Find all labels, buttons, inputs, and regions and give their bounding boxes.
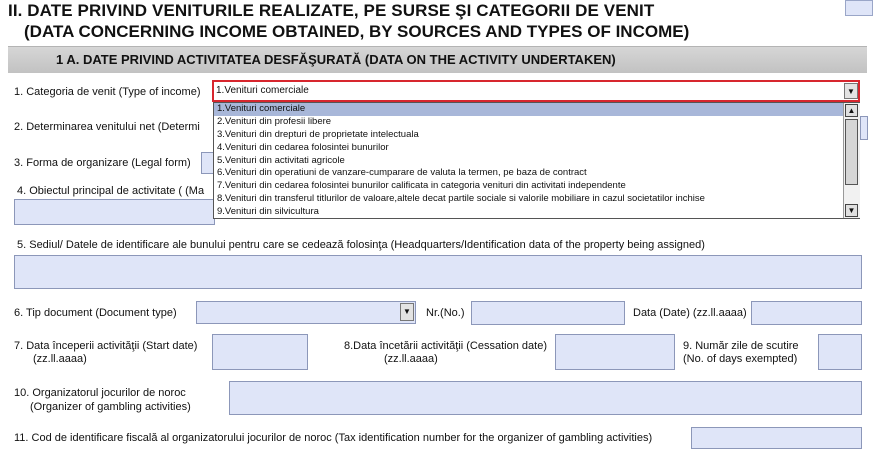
- document-number-field[interactable]: [471, 301, 625, 325]
- page-title: II. DATE PRIVIND VENITURILE REALIZATE, PE SURSE ŞI CATEGORII DE VENIT: [8, 1, 655, 20]
- net-income-field-edge[interactable]: [860, 116, 868, 140]
- income-type-option[interactable]: 1.Venituri comerciale: [214, 103, 859, 116]
- legal-form-label: 3. Forma de organizare (Legal form): [14, 157, 191, 169]
- document-type-select[interactable]: [196, 301, 416, 324]
- income-type-option[interactable]: 8.Venituri din transferul titlurilor de valoare,altele decat partile sociale si valorile mobiliare in cazul societatilor inchise: [217, 193, 705, 205]
- income-type-value: 1.Venituri comerciale: [216, 85, 309, 96]
- start-date-label: 7. Data începerii activităţii (Start date): [14, 340, 198, 352]
- scroll-down-icon[interactable]: ▼: [845, 204, 858, 217]
- gambling-organizer-sublabel: (Organizer of gambling activities): [30, 401, 191, 413]
- corner-field[interactable]: [845, 0, 873, 16]
- start-date-format: (zz.ll.aaaa): [33, 353, 87, 365]
- income-type-option[interactable]: 5.Venituri din activitati agricole: [217, 154, 345, 166]
- scroll-up-icon[interactable]: ▲: [845, 104, 858, 117]
- headquarters-field[interactable]: [14, 255, 862, 289]
- gambling-organizer-label: 10. Organizatorul jocurilor de noroc: [14, 387, 186, 399]
- gambling-organizer-tax-id-label: 11. Cod de identificare fiscală al organizatorului jocurilor de noroc (Tax identification number for the organizer of gambling activities): [14, 432, 653, 444]
- income-type-option[interactable]: 7.Venituri din cedarea folosintei bunurilor calificata in categoria venituri din activitati independente: [217, 180, 626, 192]
- income-type-select[interactable]: [212, 80, 860, 102]
- document-type-label: 6. Tip document (Document type): [14, 307, 177, 319]
- exempted-days-label: 9. Număr zile de scutire: [683, 340, 799, 352]
- page-subtitle: (DATA CONCERNING INCOME OBTAINED, BY SOURCES AND TYPES OF INCOME): [24, 22, 690, 41]
- income-type-option[interactable]: 4.Venituri din cedarea folosintei bunurilor: [217, 141, 389, 153]
- income-type-option[interactable]: 2.Venituri din profesii libere: [217, 115, 332, 127]
- cessation-date-format: (zz.ll.aaaa): [384, 353, 438, 365]
- income-type-option[interactable]: 9.Venituri din silvicultura: [217, 206, 319, 218]
- cessation-date-field[interactable]: [555, 334, 675, 370]
- section-title: 1 A. DATE PRIVIND ACTIVITATEA DESFĂŞURATĂ (DATA ON THE ACTIVITY UNDERTAKEN): [56, 52, 616, 67]
- exempted-days-sublabel: (No. of days exempted): [683, 353, 798, 365]
- main-activity-field[interactable]: [14, 199, 215, 225]
- income-type-label: 1. Categoria de venit (Type of income): [14, 86, 201, 98]
- main-activity-label: 4. Obiectul principal de activitate ( (Ma: [17, 185, 205, 197]
- headquarters-label: 5. Sediul/ Datele de identificare ale bunului pentru care se cedează folosinţa (Headquarters/Identification data of the property being assigned): [17, 239, 705, 251]
- gambling-organizer-field[interactable]: [229, 381, 862, 415]
- income-type-option[interactable]: 3.Venituri din drepturi de proprietate intelectuala: [217, 128, 419, 140]
- document-date-label: Data (Date) (zz.ll.aaaa): [633, 307, 747, 319]
- options-scrollbar[interactable]: [843, 103, 860, 218]
- document-date-field[interactable]: [751, 301, 862, 325]
- chevron-down-icon[interactable]: ▼: [400, 303, 414, 321]
- scroll-thumb[interactable]: [845, 119, 858, 185]
- start-date-field[interactable]: [212, 334, 308, 370]
- cessation-date-label: 8.Data încetării activităţii (Cessation date): [344, 340, 547, 352]
- chevron-down-icon[interactable]: ▼: [844, 83, 858, 99]
- net-income-label: 2. Determinarea venitului net (Determi: [14, 121, 200, 133]
- exempted-days-field[interactable]: [818, 334, 862, 370]
- income-type-option[interactable]: 6.Venituri din operatiuni de vanzare-cumparare de valuta la termen, pe baza de contract: [217, 167, 587, 179]
- income-type-options-list[interactable]: [213, 102, 860, 219]
- document-number-label: Nr.(No.): [426, 307, 465, 319]
- gambling-organizer-tax-id-field[interactable]: [691, 427, 862, 449]
